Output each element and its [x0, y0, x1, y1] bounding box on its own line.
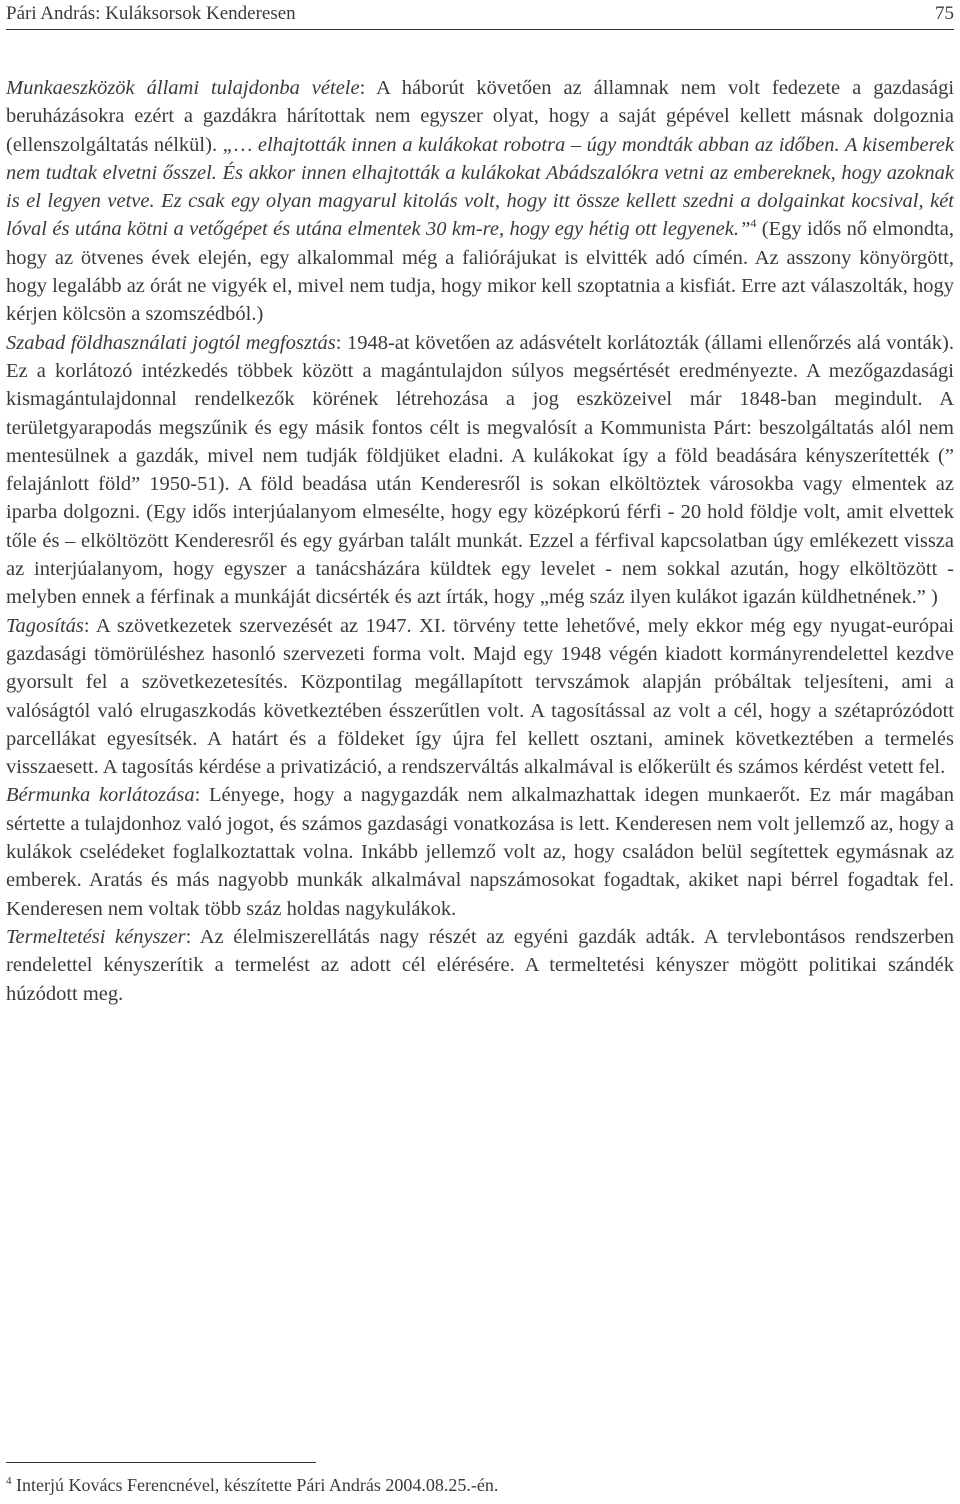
paragraph-bermunka	[6, 781, 954, 922]
footnote-reference: 4	[750, 216, 757, 231]
body-text	[6, 74, 954, 1008]
paragraph-munkaeszkozok	[6, 74, 954, 329]
running-title: Pári András: Kuláksorsok Kenderesen	[6, 3, 296, 24]
paragraph-text: : Lényege, hogy a nagygazdák nem alkalmazhattak idegen munkaerőt. Ez már magában sértette a tulajdonhoz való jogot, és számos gazdasági vonatkozása is lett. Kenderesen nem volt jellemző az, hogy a kulákok cselédeket foglalkoztattak volna. Inkább jellemző volt az, hogy családon belül segítettek egymásnak az emberek. Aratás és más nagyobb munkák alkalmával napszámosokat fogadtak, akiket napi bérrel fogadtak fel. Kenderesen nem voltak több száz holdas nagykulákok.	[6, 784, 954, 920]
footnote	[6, 1474, 954, 1496]
paragraph-text: : Az élelmiszerellátás nagy részét az egyéni gazdák adták. A tervlebontásos rendszerben rendelettel kényszerítik a termelést az adott cél elérésére. A termeltetési kényszer mögött politikai szándék húzódott meg.	[6, 925, 954, 1005]
page-number: 75	[935, 3, 954, 24]
section-heading: Tagosítás	[6, 614, 84, 637]
paragraph-text: : A háborút követően az államnak nem volt fedezete a gazdasági beruházásokra ezért a gazdákra hárítottak nem egyszer olyat, hogy a saját gépével kellett másnak dolgoznia (ellenszolgáltatás nélkül).	[6, 77, 955, 156]
paragraph-termeltetes	[6, 923, 954, 1008]
paragraph-tagositas	[6, 612, 954, 782]
section-heading: Termeltetési kényszer	[6, 925, 186, 948]
paragraph-foldhasznalat	[6, 329, 954, 612]
header-divider	[6, 29, 954, 30]
paragraph-text: : 1948-at követően az adásvételt korlátozták (állami ellenőrzés alá vonták). Ez a korlátozó intézkedés többek között a magántulajdon súlyos megsértését eredményezte. A mezőgazdasági kismagántulajdonnal rendelkezők körének létrehozása a jog eszközeivel már 1848-ban megindult. A területgyarapodás megszűnik és egy másik fontos célt is megvalósít a Kommunista Párt: beszolgáltatás alól nem mentesülnek a gazdák, mivel nem tudják földjüket eladni. A kulákokat így a föld beadására kényszerítették (” felajánlott föld” 1950-51). A föld beadása után Kenderesről is sokan elköltöztek városokba vagy elmentek az iparba dolgozni. (Egy idős interjúalanyom elmesélte, hogy egy középkorú férfi - 20 hold földje volt, amit elvettek tőle és – elköltözött Kenderesről és egy gyárban talált munkát. Ezzel a férfival kapcsolatban úgy emlékezett vissza az interjúalanyom, hogy egyszer a tanácsházára küldtek egy levelet - nem sokkal azután, hogy elköltözött - melyben ennek a férfinak a munkáját dicsérték és azt írták, hogy „még száz ilyen kulákot igazán küldhetnének.” )	[6, 331, 954, 609]
section-heading: Bérmunka korlátozása	[6, 784, 195, 807]
paragraph-text: (Egy idős nő elmondta, hogy az ötvenes évek elején, egy alkalommal még a faliórájukat is elvitték adó címén. Az asszony könyörgött, hogy legalább az órát ne vigyék el, mivel nem tudja, hogy mikor kell szoptatnia a kisfiát. Erre azt válaszolták, hogy kérjen kölcsön a szomszédból.)	[6, 218, 954, 326]
paragraph-text: : A szövetkezetek szervezését az 1947. XI. törvény tette lehetővé, mely ekkor még egy nyugat-európai gazdasági tömörüléshez hasonló szervezeti forma volt. Majd egy 1948 végén kiadott kormányrendelettel kezdve gyorsult fel a szövetkezetesítés. Központilag megállapított tervszámok alapján próbáltak teljesíteni, ami a valóságtól való elrugaszkodás következtében ésszerűtlen volt. A tagosítással az volt a cél, hogy a szétaprózódott parcellákat egyesítsék. A határt és a földeket így újra fel kellett osztani, aminek következtében a termelés visszaesett. A tagosítás kérdése a privatizáció, a rendszerváltás alkalmával is előkerült és számos kérdést vetett fel.	[6, 614, 954, 779]
footnote-number: 4	[6, 1475, 12, 1487]
running-header	[6, 0, 954, 26]
footnote-divider	[6, 1462, 316, 1463]
footnote-text: Interjú Kovács Ferencnével, készítette Pári András 2004.08.25.-én.	[11, 1475, 499, 1495]
interview-quote: „… elhajtották innen a kulákokat robotra – úgy mondták abban az időben. A kisemberek nem tudtak elvetni ősszel. És akkor innen elhajtották a kulákokat Abádszalókra vetni az embereknek, hogy azoknak is el legyen vetve. Ez csak egy olyan magyarul kitolás volt, hogy itt össze kellett szedni a dolgainkat kocsival, két lóval és utána kötni a vetőgépet és utána elmentek 30 km-re, hogy egy hétig ott legyenek.”	[6, 133, 954, 241]
section-heading: Munkaeszközök állami tulajdonba vétele	[6, 77, 360, 99]
section-heading: Szabad földhasználati jogtól megfosztás	[6, 331, 336, 354]
